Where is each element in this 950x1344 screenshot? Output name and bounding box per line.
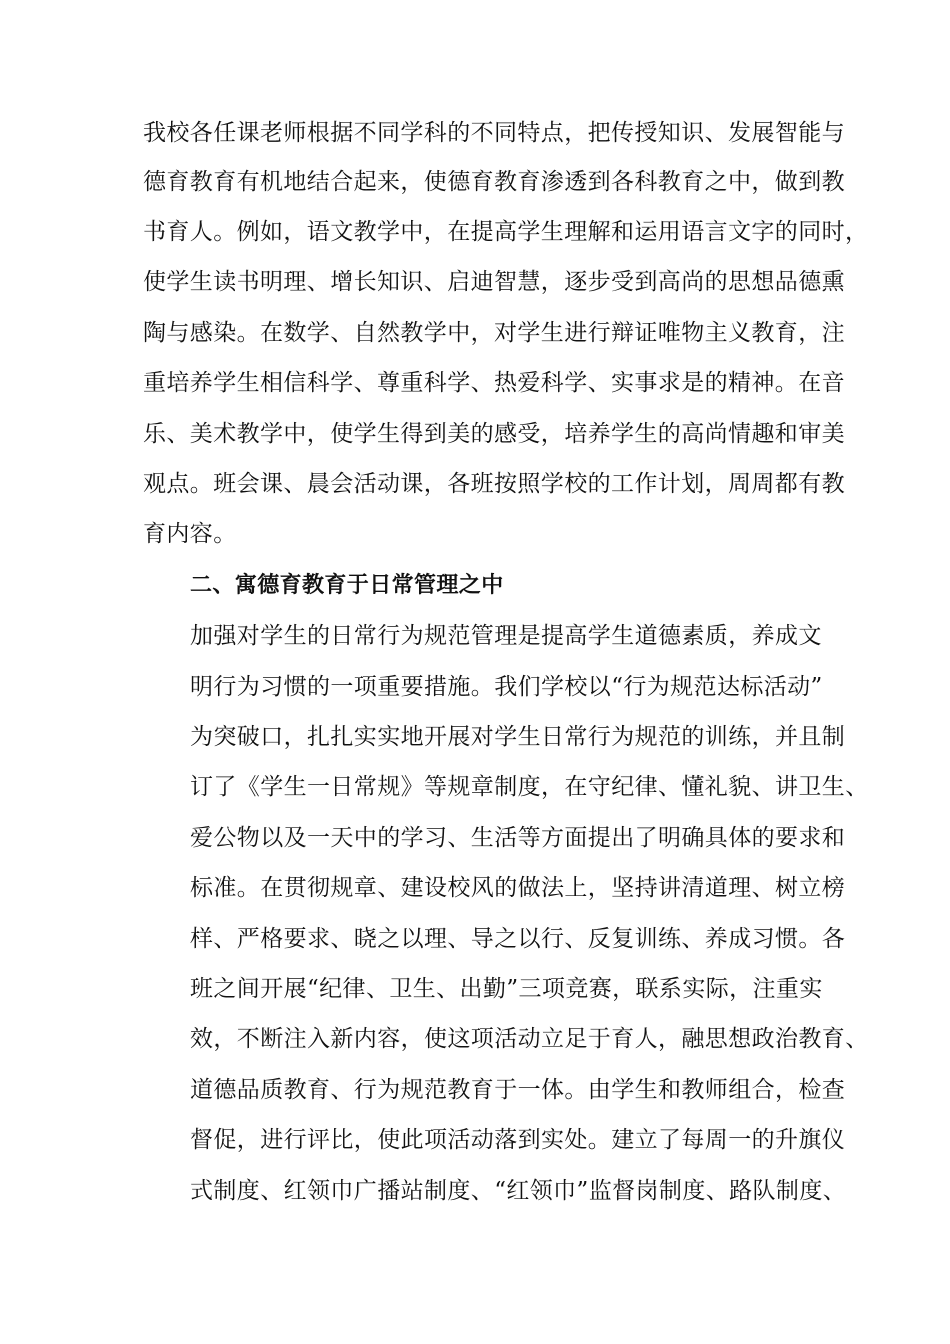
paragraph-line: 道德品质教育、行为规范教育于一体。由学生和教师组合，检查: [190, 1077, 846, 1103]
paragraph-line: 使学生读书明理、增长知识、启迪智慧，逐步受到高尚的思想品德熏: [143, 269, 845, 295]
paragraph-line: 加强对学生的日常行为规范管理是提高学生道德素质，养成文: [190, 623, 822, 649]
paragraph-line: 式制度、红领巾广播站制度、“红领巾”监督岗制度、路队制度、: [190, 1178, 847, 1204]
paragraph-line: 重培养学生相信科学、尊重科学、热爱科学、实事求是的精神。在音: [143, 370, 845, 396]
paragraph-line: 为突破口，扎扎实实地开展对学生日常行为规范的训练，并且制: [190, 724, 846, 750]
paragraph-line: 育内容。: [143, 521, 237, 547]
paragraph-line: 观点。班会课、晨会活动课，各班按照学校的工作计划，周周都有教: [143, 471, 845, 497]
section-heading: 二、寓德育教育于日常管理之中: [190, 573, 504, 598]
paragraph-line: 爱公物以及一天中的学习、生活等方面提出了明确具体的要求和: [190, 825, 846, 851]
paragraph-line: 我校各任课老师根据不同学科的不同特点，把传授知识、发展智能与: [143, 120, 845, 146]
paragraph-line: 明行为习惯的一项重要措施。我们学校以“行为规范达标活动”: [190, 674, 823, 700]
paragraph-line: 陶与感染。在数学、自然教学中，对学生进行辩证唯物主义教育，注: [143, 320, 845, 346]
paragraph-line: 书育人。例如，语文教学中，在提高学生理解和运用语言文字的同时，: [143, 219, 869, 245]
paragraph-line: 效，不断注入新内容，使这项活动立足于育人，融思想政治教育、: [190, 1026, 869, 1052]
paragraph-line: 德育教育有机地结合起来，使德育教育渗透到各科教育之中，做到教: [143, 169, 845, 195]
paragraph-line: 督促，进行评比，使此项活动落到实处。建立了每周一的升旗仪: [190, 1127, 846, 1153]
paragraph-line: 乐、美术教学中，使学生得到美的感受，培养学生的高尚情趣和审美: [143, 421, 845, 447]
paragraph-line: 样、严格要求、晓之以理、导之以行、反复训练、养成习惯。各: [190, 926, 846, 952]
paragraph-line: 订了《学生一日常规》等规章制度，在守纪律、懂礼貌、讲卫生、: [190, 774, 869, 800]
paragraph-line: 标准。在贯彻规章、建设校风的做法上，坚持讲清道理、树立榜: [190, 875, 846, 901]
paragraph-line: 班之间开展“纪律、卫生、出勤”三项竞赛，联系实际，注重实: [190, 976, 823, 1002]
